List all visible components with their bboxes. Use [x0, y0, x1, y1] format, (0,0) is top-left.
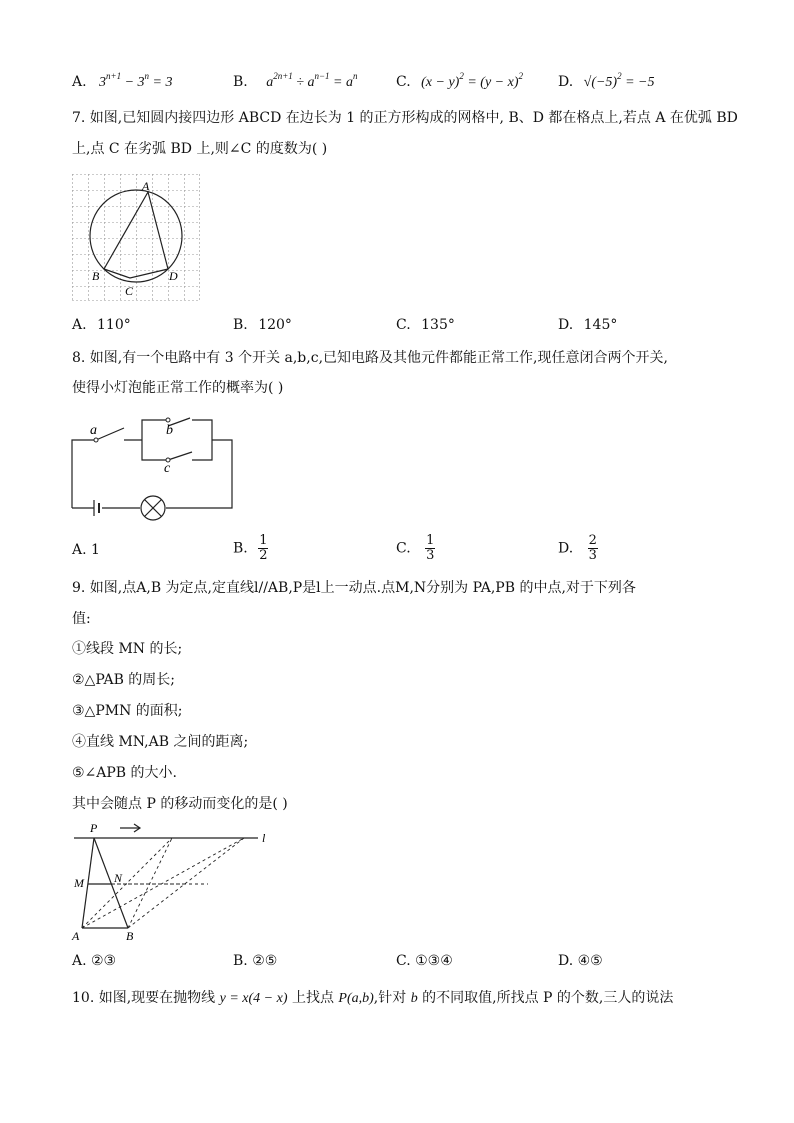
q9-option-c[interactable]: C. ①③④ — [396, 953, 453, 969]
q7-stem-line2: 上,点 C 在劣弧 BD 上,则∠C 的度数为( ) — [72, 141, 328, 157]
q9-option-b[interactable]: B. ②⑤ — [233, 953, 278, 969]
q8-stem-line1: 8. 如图,有一个电路中有 3 个开关 a,b,c,已知电路及其他元件都能正常工作,现任意闭合两个开关, — [72, 350, 668, 366]
q6-option-a[interactable]: A. $3^{n+1} - 3^n = 3$ — [72, 71, 173, 90]
q9-item-4: ④直线 MN,AB 之间的距离; — [72, 734, 249, 750]
q8-option-c[interactable]: C. $\frac{1}{3}$ — [396, 533, 435, 563]
switch-a — [96, 428, 124, 440]
q7-option-c[interactable]: C. 135° — [396, 317, 455, 333]
q7-option-d[interactable]: D. 145° — [558, 317, 618, 333]
switch-c-label: c — [164, 461, 171, 476]
q8-wire-left — [72, 440, 94, 508]
q7-stem-line1: 7. 如图,已知圆内接四边形 ABCD 在边长为 1 的正方形构成的网格中, B、D 都在格点上,若点 A 在优弧 BD — [72, 110, 738, 126]
q8-option-a[interactable]: A. 1 — [72, 542, 100, 558]
q9-label-n: N — [114, 871, 123, 885]
switch-b-label: b — [166, 423, 173, 438]
q7-label-c: C — [125, 284, 134, 298]
q6-option-b[interactable]: B. $a^{2n+1} \div a^{n-1} = a^n$ — [233, 71, 358, 90]
q6-option-c[interactable]: C. $(x - y)^2 = (y - x)^2$ — [396, 71, 523, 90]
q9-stem-line2: 值: — [72, 611, 91, 627]
q9-label-a: A — [72, 929, 80, 943]
q9-label-p: P — [90, 821, 98, 835]
q9-item-1: ①线段 MN 的长; — [72, 641, 183, 657]
q9-item-3: ③△PMN 的面积; — [72, 703, 183, 719]
q9-dashed-positions — [82, 838, 244, 928]
switch-a-label: a — [90, 423, 97, 438]
q8-branch-bottom — [142, 440, 166, 460]
q9-option-d[interactable]: D. ④⑤ — [558, 953, 603, 969]
q9-triangle-figure — [68, 818, 278, 946]
q9-label-m: M — [74, 876, 84, 890]
q8-option-d[interactable]: D. $\frac{2}{3}$ — [558, 533, 597, 563]
q7-quadrilateral — [104, 192, 168, 278]
q9-question: 其中会随点 P 的移动而变化的是( ) — [72, 796, 288, 812]
switch-c — [168, 452, 192, 460]
q7-label-b: B — [92, 269, 100, 283]
q8-branch-top — [142, 420, 166, 440]
q8-branch-top-right — [192, 420, 212, 440]
q7-option-b[interactable]: B. 120° — [233, 317, 292, 333]
q7-circle-figure — [72, 174, 202, 302]
q6-option-d[interactable]: D. $√(-5)^2 = -5$ — [558, 71, 655, 90]
q7-label-a: A — [142, 179, 150, 193]
q9-option-a[interactable]: A. ②③ — [72, 953, 117, 969]
q8-circuit-figure — [68, 414, 240, 524]
q9-stem-line1: 9. 如图,点A,B 为定点,定直线l//AB,P是l上一动点.点M,N分别为 PA,PB 的中点,对于下列各 — [72, 580, 636, 596]
q9-item-2: ②△PAB 的周长; — [72, 672, 176, 688]
q7-option-a[interactable]: A. 110° — [72, 317, 131, 333]
q8-branch-bottom-right — [192, 440, 212, 460]
segment-pb — [94, 838, 128, 928]
q7-label-d: D — [169, 269, 178, 283]
q8-option-b[interactable]: B. $\frac{1}{2}$ — [233, 533, 268, 563]
q9-item-5: ⑤∠APB 的大小. — [72, 765, 177, 781]
arrow-right-icon — [120, 824, 140, 832]
q8-wire-right — [166, 440, 232, 508]
q9-label-l: l — [262, 831, 266, 845]
q8-stem-line2: 使得小灯泡能正常工作的概率为( ) — [72, 380, 284, 396]
q9-label-b: B — [126, 929, 134, 943]
q10-stem: 10. 如图,现要在抛物线 y = x(4 − x) 上找点 P(a,b),针对 b 的不同取值,所找点 P 的个数,三人的说法 — [72, 990, 674, 1006]
